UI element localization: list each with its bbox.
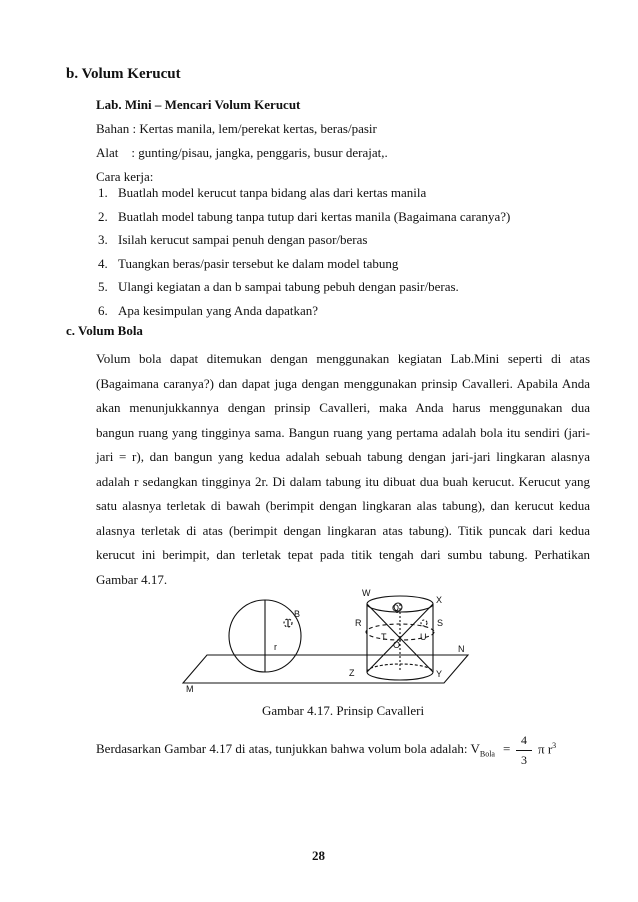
paragraph-line: jari = r), dan bangun yang kedua adalah sebuah tabung dengan jari-jari lingkaran alasnya — [96, 449, 590, 464]
label-t: T — [381, 632, 387, 642]
paragraph-line: adalah r sedangkan tingginya 2r. Di dalam tabung itu dibuat dua buah kerucut. Kerucut yang — [96, 473, 590, 489]
label-b: B — [294, 609, 301, 619]
label-x: X — [436, 595, 443, 605]
paragraph-line: Gambar 4.17. — [96, 571, 168, 587]
fraction-bar — [516, 750, 532, 751]
section-b-heading: b. Volum Kerucut — [66, 66, 181, 82]
cylinder-bottom-front — [367, 672, 433, 680]
label-y: Y — [436, 669, 443, 679]
step-item: 2. Buatlah model tabung tanpa tutup dari kertas manila (Bagaimana caranya?) — [98, 208, 511, 224]
ground-plane — [183, 655, 468, 683]
bahan-line: Bahan : Kertas manila, lem/perekat kertas, beras/pasir — [96, 121, 377, 136]
paragraph-line: akan menunjukkannya dengan prinsip Cavalleri, maka Anda harus menggunakan dua — [96, 400, 590, 415]
paragraph-line: satu alasnya terletak di bawah (berimpit dengan lingkaran alas tabung), dan kerucut kedua — [96, 498, 590, 513]
label-o: O — [393, 640, 401, 650]
paragraph-line: Volum bola dapat ditemukan dengan menggunakan kegiatan Lab.Mini seperti di atas — [96, 351, 590, 366]
label-s: S — [437, 618, 444, 628]
section-c-heading: c. Volum Bola — [66, 323, 143, 338]
step-item: 3. Isilah kerucut sampai penuh dengan pasor/beras — [98, 232, 368, 247]
paragraph-line: kerucut ini berimpit, dan terletak tepat pada titik tengah dari sumbu tabung. Perhatikan — [96, 547, 590, 562]
label-u: U — [420, 632, 427, 642]
label-m: M — [186, 684, 194, 694]
steps-list — [98, 185, 510, 326]
label-n: N — [458, 644, 465, 654]
section-c-paragraph — [96, 347, 590, 592]
cavalieri-figure — [170, 580, 480, 695]
label-r-radius: r — [274, 642, 277, 652]
fraction-denominator: 3 — [521, 753, 527, 767]
label-w: W — [362, 588, 371, 598]
fraction-numerator: 4 — [521, 733, 527, 747]
label-r-upper: R — [355, 618, 362, 628]
figure-caption: Gambar 4.17. Prinsip Cavalleri — [262, 703, 425, 718]
paragraph-line: (Bagaimana caranya?) dan dapat juga dengan menggunakan prinsip Cavalleri. Apabila Anda — [96, 375, 590, 391]
cara-kerja-label: Cara kerja: — [96, 169, 154, 184]
paragraph-line: bangun ruang yang tingginya sama. Bangun ruang yang pertama adalah bola itu sendiri (jari- — [96, 424, 590, 440]
alat-line: Alat : gunting/pisau, jangka, penggaris, busur derajat,. — [96, 145, 388, 160]
lab-title: Lab. Mini – Mencari Volum Kerucut — [96, 97, 301, 112]
label-z: Z — [349, 668, 355, 678]
formula-pi-r: π $r^3$ — [538, 741, 557, 757]
formula-fraction — [516, 733, 532, 768]
step-item: 5. Ulangi kegiatan a dan b sampai tabung pebuh dengan pasir/beras. — [98, 279, 459, 294]
step-item: 1. Buatlah model kerucut tanpa bidang alas dari kertas manila — [98, 185, 427, 200]
conclusion-line: Berdasarkan Gambar 4.17 di atas, tunjukkan bahwa volum bola adalah: $V_{Bola}$ = — [96, 741, 511, 759]
page-number: 28 — [312, 848, 325, 863]
step-item: 4. Tuangkan beras/pasir tersebut ke dalam model tabung — [98, 255, 399, 271]
step-item: 6. Apa kesimpulan yang Anda dapatkan? — [98, 302, 318, 318]
paragraph-line: alasnya terletak di atas (berimpit dengan lingkaran atas tabung). Titik puncak dari kedua — [96, 522, 590, 538]
point-s-marker — [421, 620, 427, 626]
label-q: Q — [392, 603, 400, 613]
